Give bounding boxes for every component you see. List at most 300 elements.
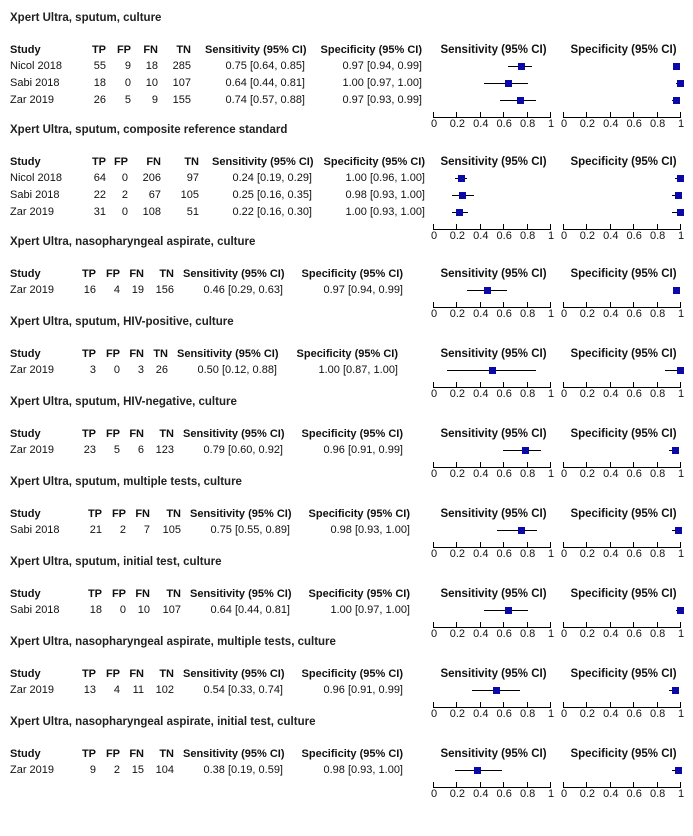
sensitivity-tick-mark xyxy=(550,302,551,307)
sensitivity-tick-label: 0.2 xyxy=(449,388,466,400)
column-header: FP xyxy=(116,44,131,56)
column-header: FP xyxy=(105,348,120,360)
cell-fp: 4 xyxy=(113,684,120,696)
sensitivity-tick-label: 0.4 xyxy=(473,788,489,800)
specificity-tick-mark xyxy=(657,112,658,117)
sensitivity-tick-mark xyxy=(456,462,457,467)
sensitivity-tick-mark xyxy=(550,702,551,707)
specificity-tick-mark xyxy=(586,224,587,229)
column-header: FN xyxy=(135,508,150,520)
cell-spec-text: 0.96 [0.91, 0.99] xyxy=(323,444,403,456)
specificity-tick-mark xyxy=(563,302,564,307)
sensitivity-tick-label: 0.8 xyxy=(519,118,536,130)
specificity-tick-mark xyxy=(657,302,658,307)
cell-study: Zar 2019 xyxy=(10,94,55,106)
cell-tp: 22 xyxy=(93,189,106,201)
column-header: TN xyxy=(159,748,174,760)
sensitivity-tick-label: 0 xyxy=(430,468,438,480)
specificity-tick-label: 0 xyxy=(560,708,568,720)
sensitivity-tick-label: 1 xyxy=(547,708,555,720)
specificity-tick-mark xyxy=(680,224,681,229)
specificity-tick-mark xyxy=(633,302,634,307)
column-header: Specificity (95% CI) xyxy=(301,668,403,680)
specificity-tick-mark xyxy=(610,224,611,229)
cell-tp: 21 xyxy=(89,524,102,536)
specificity-axis-title: Specificity (95% CI) xyxy=(570,156,677,168)
column-header: Study xyxy=(10,748,41,760)
cell-fn: 10 xyxy=(145,77,158,89)
sensitivity-tick-label: 0.6 xyxy=(496,308,512,320)
column-header: Specificity (95% CI) xyxy=(301,428,403,440)
specificity-tick-label: 0.8 xyxy=(649,388,666,400)
sensitivity-tick-label: 0.8 xyxy=(519,628,536,640)
sensitivity-tick-mark xyxy=(550,782,551,787)
column-header: Sensitivity (95% CI) xyxy=(190,508,292,520)
sensitivity-tick-mark xyxy=(503,702,504,707)
column-header: TP xyxy=(81,348,96,360)
cell-fn: 11 xyxy=(132,684,144,696)
specificity-point-marker xyxy=(673,97,680,104)
specificity-tick-label: 0.2 xyxy=(579,548,596,560)
cell-fp: 4 xyxy=(113,284,120,296)
specificity-tick-label: 1 xyxy=(677,628,685,640)
forest-section xyxy=(0,716,693,813)
cell-tn: 107 xyxy=(162,604,181,616)
sensitivity-tick-label: 0.6 xyxy=(496,548,512,560)
specificity-tick-mark xyxy=(633,224,634,229)
sensitivity-tick-mark xyxy=(527,622,528,627)
specificity-tick-mark xyxy=(680,302,681,307)
column-header: Specificity (95% CI) xyxy=(308,508,410,520)
specificity-tick-label: 0.6 xyxy=(626,118,642,130)
specificity-tick-mark xyxy=(633,702,634,707)
cell-tn: 105 xyxy=(180,189,199,201)
specificity-tick-mark xyxy=(610,622,611,627)
sensitivity-tick-label: 0 xyxy=(430,388,438,400)
cell-spec-text: 1.00 [0.96, 1.00] xyxy=(345,172,425,184)
sensitivity-tick-label: 1 xyxy=(547,628,555,640)
cell-study: Nicol 2018 xyxy=(10,172,62,184)
specificity-tick-label: 0.2 xyxy=(579,708,596,720)
cell-fp: 2 xyxy=(119,524,126,536)
specificity-tick-label: 1 xyxy=(677,308,685,320)
sensitivity-tick-mark xyxy=(480,112,481,117)
cell-study: Zar 2019 xyxy=(10,206,55,218)
sensitivity-point-marker xyxy=(518,63,525,70)
specificity-tick-mark xyxy=(586,302,587,307)
specificity-axis-title: Specificity (95% CI) xyxy=(570,668,677,680)
cell-spec-text: 0.98 [0.93, 1.00] xyxy=(345,189,425,201)
specificity-tick-mark xyxy=(680,112,681,117)
column-header: TN xyxy=(166,508,181,520)
column-header: FP xyxy=(105,668,120,680)
sensitivity-axis-title: Sensitivity (95% CI) xyxy=(440,588,547,600)
sensitivity-tick-label: 0.2 xyxy=(449,230,466,242)
sensitivity-tick-mark xyxy=(503,302,504,307)
sensitivity-tick-label: 0.6 xyxy=(496,468,512,480)
column-header: FP xyxy=(111,508,126,520)
specificity-tick-label: 0.6 xyxy=(626,628,642,640)
column-header: FP xyxy=(105,748,120,760)
specificity-tick-label: 0.2 xyxy=(579,388,596,400)
sensitivity-tick-label: 0 xyxy=(430,548,438,560)
column-header: TP xyxy=(81,428,96,440)
cell-spec-text: 0.96 [0.91, 0.99] xyxy=(323,684,403,696)
cell-tn: 104 xyxy=(155,764,174,776)
specificity-point-marker xyxy=(675,527,682,534)
specificity-tick-mark xyxy=(563,702,564,707)
cell-fn: 15 xyxy=(131,764,144,776)
specificity-tick-label: 0.4 xyxy=(603,230,619,242)
cell-fn: 6 xyxy=(137,444,144,456)
column-header: TP xyxy=(91,156,106,168)
cell-spec-text: 0.98 [0.93, 1.00] xyxy=(323,764,403,776)
sensitivity-point-marker xyxy=(493,687,500,694)
specificity-tick-label: 0.2 xyxy=(579,628,596,640)
specificity-point-marker xyxy=(677,209,684,216)
sensitivity-tick-label: 0.2 xyxy=(449,708,466,720)
column-header: Study xyxy=(10,668,41,680)
cell-study: Zar 2019 xyxy=(10,284,55,296)
cell-sens-text: 0.64 [0.44, 0.81] xyxy=(225,77,305,89)
specificity-tick-label: 0.8 xyxy=(649,468,666,480)
sensitivity-tick-mark xyxy=(456,112,457,117)
sensitivity-tick-mark xyxy=(527,462,528,467)
section-title: Xpert Ultra, sputum, initial test, culture xyxy=(10,556,222,568)
column-header: FN xyxy=(146,156,161,168)
column-header: FN xyxy=(129,748,144,760)
specificity-tick-label: 0.2 xyxy=(579,468,596,480)
specificity-axis-title: Specificity (95% CI) xyxy=(570,44,677,56)
specificity-tick-mark xyxy=(633,782,634,787)
sensitivity-tick-label: 0.2 xyxy=(449,468,466,480)
sensitivity-tick-label: 0.4 xyxy=(473,230,489,242)
sensitivity-tick-mark xyxy=(456,782,457,787)
column-header: Sensitivity (95% CI) xyxy=(183,748,285,760)
specificity-tick-label: 0.2 xyxy=(579,788,596,800)
section-title: Xpert Ultra, nasopharyngeal aspirate, initial test, culture xyxy=(10,716,316,728)
cell-tn: 107 xyxy=(172,77,191,89)
sensitivity-tick-mark xyxy=(503,622,504,627)
sensitivity-tick-mark xyxy=(456,302,457,307)
specificity-tick-label: 0.4 xyxy=(603,708,619,720)
cell-study: Sabi 2018 xyxy=(10,77,60,89)
specificity-point-marker xyxy=(677,367,684,374)
cell-tp: 18 xyxy=(93,77,106,89)
specificity-tick-label: 0 xyxy=(560,548,568,560)
specificity-point-marker xyxy=(673,287,680,294)
cell-spec-text: 0.97 [0.94, 0.99] xyxy=(323,284,403,296)
sensitivity-tick-mark xyxy=(456,622,457,627)
sensitivity-tick-mark xyxy=(433,622,434,627)
specificity-tick-mark xyxy=(680,782,681,787)
section-title: Xpert Ultra, sputum, HIV-negative, culture xyxy=(10,396,237,408)
sensitivity-tick-mark xyxy=(480,224,481,229)
specificity-tick-mark xyxy=(657,542,658,547)
sensitivity-tick-label: 0.4 xyxy=(473,468,489,480)
specificity-tick-mark xyxy=(563,622,564,627)
specificity-tick-mark xyxy=(633,112,634,117)
sensitivity-axis-title: Sensitivity (95% CI) xyxy=(440,748,547,760)
sensitivity-tick-mark xyxy=(550,112,551,117)
cell-tn: 285 xyxy=(172,60,191,72)
sensitivity-tick-label: 0 xyxy=(430,628,438,640)
sensitivity-tick-mark xyxy=(433,302,434,307)
column-header: FP xyxy=(105,268,120,280)
specificity-axis-title: Specificity (95% CI) xyxy=(570,348,677,360)
specificity-tick-mark xyxy=(633,542,634,547)
specificity-point-marker xyxy=(677,607,684,614)
column-header: Study xyxy=(10,156,41,168)
cell-sens-text: 0.64 [0.44, 0.81] xyxy=(210,604,290,616)
sensitivity-tick-label: 0.4 xyxy=(473,308,489,320)
column-header: FP xyxy=(113,156,128,168)
sensitivity-tick-mark xyxy=(550,542,551,547)
cell-sens-text: 0.75 [0.64, 0.85] xyxy=(225,60,305,72)
cell-tp: 26 xyxy=(93,94,106,106)
sensitivity-tick-mark xyxy=(550,622,551,627)
specificity-tick-mark xyxy=(586,542,587,547)
sensitivity-axis-title: Sensitivity (95% CI) xyxy=(440,348,547,360)
specificity-tick-mark xyxy=(680,542,681,547)
specificity-tick-mark xyxy=(586,382,587,387)
column-header: Study xyxy=(10,588,41,600)
column-header: Sensitivity (95% CI) xyxy=(205,44,307,56)
sensitivity-tick-label: 0.6 xyxy=(496,388,512,400)
column-header: Study xyxy=(10,428,41,440)
specificity-tick-mark xyxy=(563,462,564,467)
specificity-point-marker xyxy=(677,80,684,87)
cell-sens-text: 0.24 [0.19, 0.29] xyxy=(232,172,312,184)
sensitivity-tick-label: 0.8 xyxy=(519,708,536,720)
specificity-tick-label: 0.8 xyxy=(649,708,666,720)
sensitivity-axis-title: Sensitivity (95% CI) xyxy=(440,268,547,280)
cell-tp: 23 xyxy=(83,444,96,456)
specificity-axis-title: Specificity (95% CI) xyxy=(570,748,677,760)
sensitivity-tick-mark xyxy=(456,542,457,547)
column-header: Specificity (95% CI) xyxy=(308,588,410,600)
column-header: FN xyxy=(129,348,144,360)
specificity-tick-label: 0.6 xyxy=(626,468,642,480)
column-header: TP xyxy=(87,508,102,520)
cell-fn: 206 xyxy=(142,172,161,184)
column-header: TN xyxy=(166,588,181,600)
cell-study: Sabi 2018 xyxy=(10,524,60,536)
sensitivity-tick-label: 0 xyxy=(430,788,438,800)
column-header: TN xyxy=(159,668,174,680)
specificity-tick-mark xyxy=(586,622,587,627)
specificity-tick-mark xyxy=(657,224,658,229)
specificity-tick-label: 0.4 xyxy=(603,118,619,130)
sensitivity-tick-mark xyxy=(527,224,528,229)
specificity-tick-label: 0.6 xyxy=(626,788,642,800)
sensitivity-tick-mark xyxy=(527,702,528,707)
sensitivity-tick-mark xyxy=(527,382,528,387)
sensitivity-tick-label: 0.2 xyxy=(449,788,466,800)
specificity-tick-mark xyxy=(610,702,611,707)
column-header: TP xyxy=(81,268,96,280)
sensitivity-tick-mark xyxy=(527,302,528,307)
column-header: TN xyxy=(184,156,199,168)
cell-fp: 0 xyxy=(121,172,128,184)
cell-tp: 55 xyxy=(93,60,106,72)
specificity-tick-mark xyxy=(680,622,681,627)
column-header: Specificity (95% CI) xyxy=(301,268,403,280)
specificity-tick-label: 0.4 xyxy=(603,308,619,320)
column-header: Study xyxy=(10,44,41,56)
cell-tp: 16 xyxy=(83,284,96,296)
column-header: TP xyxy=(81,668,96,680)
cell-spec-text: 1.00 [0.97, 1.00] xyxy=(342,77,422,89)
sensitivity-axis-title: Sensitivity (95% CI) xyxy=(440,508,547,520)
sensitivity-tick-label: 1 xyxy=(547,308,555,320)
sensitivity-tick-mark xyxy=(480,542,481,547)
specificity-tick-label: 0.2 xyxy=(579,230,596,242)
sensitivity-tick-mark xyxy=(527,542,528,547)
sensitivity-tick-label: 1 xyxy=(547,388,555,400)
cell-fn: 67 xyxy=(148,189,161,201)
sensitivity-tick-label: 1 xyxy=(547,118,555,130)
specificity-point-marker xyxy=(673,63,680,70)
sensitivity-tick-label: 0 xyxy=(430,230,438,242)
specificity-tick-label: 0.2 xyxy=(579,308,596,320)
sensitivity-tick-label: 0 xyxy=(430,118,438,130)
sensitivity-tick-label: 1 xyxy=(547,468,555,480)
cell-study: Sabi 2018 xyxy=(10,604,60,616)
cell-tn: 97 xyxy=(186,172,199,184)
specificity-tick-mark xyxy=(657,782,658,787)
sensitivity-axis-title: Sensitivity (95% CI) xyxy=(440,428,547,440)
sensitivity-tick-label: 0.6 xyxy=(496,708,512,720)
specificity-tick-label: 0 xyxy=(560,788,568,800)
cell-fp: 0 xyxy=(113,364,120,376)
specificity-tick-label: 1 xyxy=(677,118,685,130)
sensitivity-tick-mark xyxy=(527,112,528,117)
column-header: Sensitivity (95% CI) xyxy=(183,268,285,280)
cell-sens-text: 0.50 [0.12, 0.88] xyxy=(197,364,277,376)
sensitivity-point-marker xyxy=(522,447,529,454)
cell-fp: 5 xyxy=(124,94,131,106)
cell-spec-text: 1.00 [0.97, 1.00] xyxy=(330,604,410,616)
specificity-tick-label: 1 xyxy=(677,708,685,720)
specificity-point-marker xyxy=(677,175,684,182)
specificity-tick-mark xyxy=(610,302,611,307)
sensitivity-axis-title: Sensitivity (95% CI) xyxy=(440,44,547,56)
specificity-tick-mark xyxy=(610,382,611,387)
sensitivity-tick-label: 0.4 xyxy=(473,708,489,720)
sensitivity-tick-mark xyxy=(433,112,434,117)
cell-tp: 13 xyxy=(83,684,96,696)
cell-fn: 18 xyxy=(145,60,158,72)
column-header: Specificity (95% CI) xyxy=(301,748,403,760)
cell-spec-text: 1.00 [0.87, 1.00] xyxy=(318,364,398,376)
specificity-tick-mark xyxy=(657,462,658,467)
specificity-tick-mark xyxy=(563,382,564,387)
sensitivity-tick-mark xyxy=(433,702,434,707)
sensitivity-tick-label: 0.4 xyxy=(473,548,489,560)
specificity-axis-title: Specificity (95% CI) xyxy=(570,588,677,600)
column-header: Specificity (95% CI) xyxy=(296,348,398,360)
cell-tn: 26 xyxy=(155,364,168,376)
cell-fp: 2 xyxy=(121,189,128,201)
column-header: FN xyxy=(135,588,150,600)
cell-tp: 31 xyxy=(93,206,106,218)
sensitivity-tick-label: 0.8 xyxy=(519,308,536,320)
specificity-tick-label: 0 xyxy=(560,308,568,320)
cell-sens-text: 0.46 [0.29, 0.63] xyxy=(203,284,283,296)
specificity-tick-mark xyxy=(563,782,564,787)
cell-sens-text: 0.75 [0.55, 0.89] xyxy=(210,524,290,536)
sensitivity-tick-label: 0.6 xyxy=(496,628,512,640)
cell-spec-text: 0.97 [0.93, 0.99] xyxy=(342,94,422,106)
cell-study: Zar 2019 xyxy=(10,364,55,376)
column-header: TN xyxy=(159,428,174,440)
cell-tn: 51 xyxy=(186,206,199,218)
sensitivity-tick-label: 0.4 xyxy=(473,388,489,400)
column-header: Specificity (95% CI) xyxy=(320,44,422,56)
column-header: FP xyxy=(105,428,120,440)
sensitivity-point-marker xyxy=(505,607,512,614)
specificity-tick-label: 0.6 xyxy=(626,388,642,400)
specificity-tick-label: 1 xyxy=(677,468,685,480)
sensitivity-tick-mark xyxy=(480,462,481,467)
column-header: Sensitivity (95% CI) xyxy=(190,588,292,600)
column-header: TN xyxy=(176,44,191,56)
specificity-tick-mark xyxy=(563,542,564,547)
sensitivity-tick-label: 0.6 xyxy=(496,788,512,800)
specificity-point-marker xyxy=(675,192,682,199)
cell-study: Zar 2019 xyxy=(10,684,55,696)
specificity-tick-mark xyxy=(633,382,634,387)
sensitivity-tick-label: 0.8 xyxy=(519,788,536,800)
specificity-tick-label: 0 xyxy=(560,628,568,640)
specificity-tick-mark xyxy=(610,112,611,117)
specificity-axis-title: Specificity (95% CI) xyxy=(570,268,677,280)
cell-tp: 18 xyxy=(89,604,102,616)
section-title: Xpert Ultra, sputum, composite reference standard xyxy=(10,124,288,136)
specificity-tick-label: 0.6 xyxy=(626,708,642,720)
specificity-tick-label: 0.8 xyxy=(649,548,666,560)
specificity-tick-label: 1 xyxy=(677,788,685,800)
sensitivity-point-marker xyxy=(505,80,512,87)
specificity-axis-title: Specificity (95% CI) xyxy=(570,428,677,440)
cell-sens-text: 0.22 [0.16, 0.30] xyxy=(232,206,312,218)
sensitivity-tick-mark xyxy=(480,382,481,387)
sensitivity-point-marker xyxy=(474,767,481,774)
cell-study: Zar 2019 xyxy=(10,444,55,456)
cell-sens-text: 0.79 [0.60, 0.92] xyxy=(203,444,283,456)
cell-fn: 7 xyxy=(143,524,150,536)
specificity-point-marker xyxy=(672,687,679,694)
specificity-tick-label: 1 xyxy=(677,548,685,560)
specificity-axis-title: Specificity (95% CI) xyxy=(570,508,677,520)
sensitivity-tick-mark xyxy=(550,462,551,467)
specificity-tick-mark xyxy=(586,462,587,467)
sensitivity-tick-mark xyxy=(550,382,551,387)
cell-fp: 9 xyxy=(124,60,131,72)
specificity-tick-label: 0 xyxy=(560,230,568,242)
column-header: TN xyxy=(159,268,174,280)
sensitivity-tick-mark xyxy=(456,702,457,707)
specificity-tick-label: 0.4 xyxy=(603,788,619,800)
sensitivity-tick-label: 0.8 xyxy=(519,230,536,242)
sensitivity-tick-mark xyxy=(503,462,504,467)
cell-spec-text: 0.98 [0.93, 1.00] xyxy=(330,524,410,536)
sensitivity-tick-label: 0 xyxy=(430,708,438,720)
cell-fp: 0 xyxy=(124,77,131,89)
cell-study: Nicol 2018 xyxy=(10,60,62,72)
column-header: Specificity (95% CI) xyxy=(323,156,425,168)
